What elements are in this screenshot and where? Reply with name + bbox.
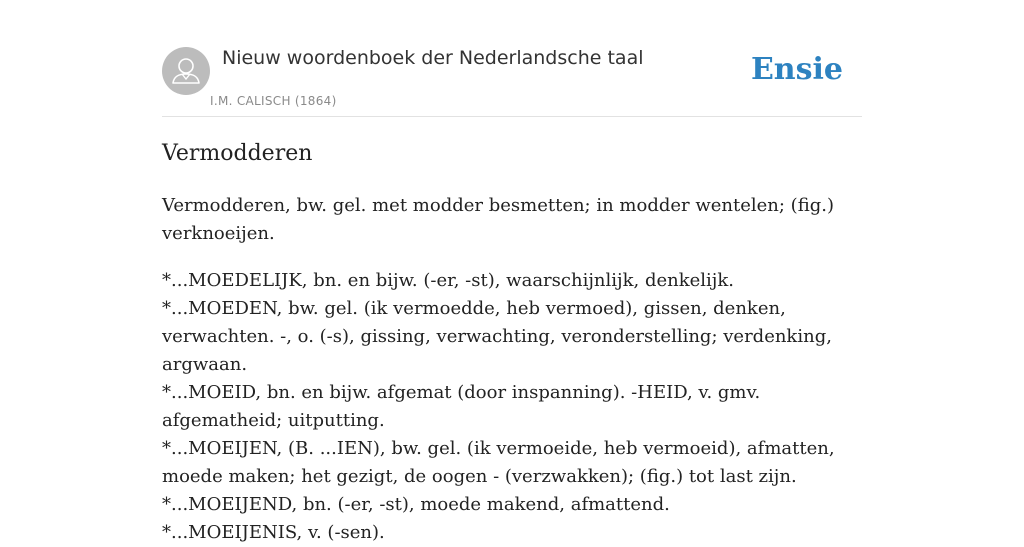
page xyxy=(162,0,862,543)
definition-text: Vermodderen, bw. gel. met modder besmetten; in modder wentelen; (fig.) verknoeijen. xyxy=(162,195,834,244)
headword-title: Vermodderen xyxy=(162,141,313,166)
header xyxy=(162,0,862,117)
user-silhouette-icon xyxy=(162,47,210,95)
entry-item: *...MOEIJEN, (B. ...IEN), bw. gel. (ik vermoeide, heb vermoeid), afmatten, moede maken; het gezigt, de oogen - (verzwakken); (fig.) tot last zijn. xyxy=(162,438,835,487)
author-name[interactable]: I.M. CALISCH (1864) xyxy=(210,94,337,108)
book-title[interactable]: Nieuw woordenboek der Nederlandsche taal xyxy=(222,47,644,69)
entry-item: *...MOEDELIJK, bn. en bijw. (-er, -st), waarschijnlijk, denkelijk. xyxy=(162,270,734,291)
entry-list xyxy=(162,267,862,547)
entry-item: *...MOEIJENIS, v. (-sen). xyxy=(162,522,385,543)
entry-item: *...MOEID, bn. en bijw. afgemat (door inspanning). -HEID, v. gmv. afgematheid; uitputting. xyxy=(162,382,761,431)
entry-item: *...MOEDEN, bw. gel. (ik vermoedde, heb vermoed), gissen, denken, verwachten. -, o. (-s), gissing, verwachting, veronderstelling; verdenking, argwaan. xyxy=(162,298,832,375)
author-avatar[interactable] xyxy=(162,47,210,95)
entry-item: *...MOEIJEND, bn. (-er, -st), moede makend, afmattend. xyxy=(162,494,670,515)
brand-logo[interactable]: Ensie xyxy=(750,52,843,87)
